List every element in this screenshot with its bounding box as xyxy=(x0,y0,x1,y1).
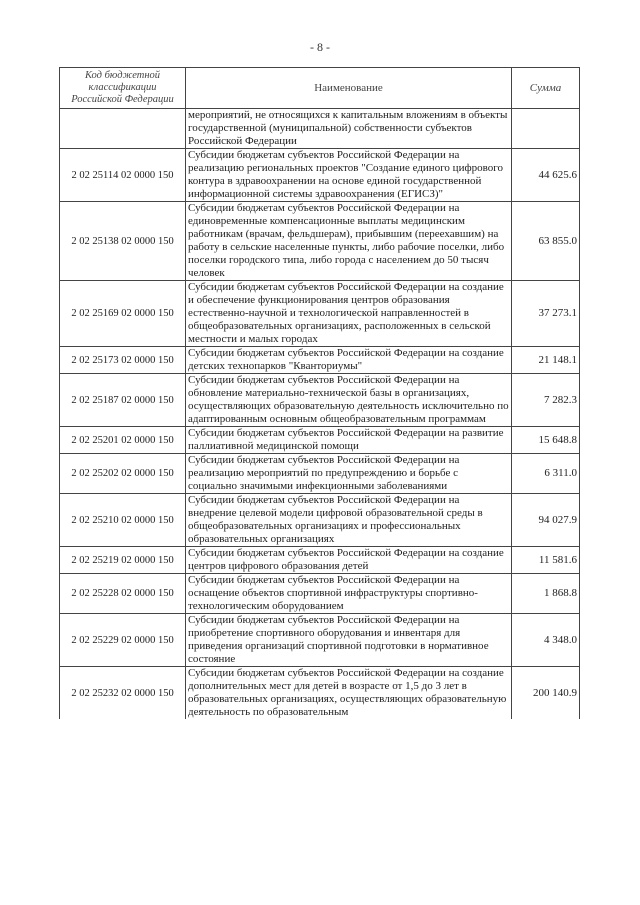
row-code: 2 02 25232 02 0000 150 xyxy=(60,667,186,720)
row-name: Субсидии бюджетам субъектов Российской Федерации на развитие паллиативной медицинской помощи xyxy=(186,427,512,454)
table-row xyxy=(60,281,580,347)
row-name: Субсидии бюджетам субъектов Российской Федерации на приобретение спортивного оборудования и инвентаря для приведения организаций спортивной подготовки в нормативное состояние xyxy=(186,614,512,667)
row-name xyxy=(186,667,512,720)
row-name-text: Субсидии бюджетам субъектов Российской Федерации на создание дополнительных мест для детей в возрасте от 1,5 до 3 лет в образовательных организациях, осуществляющих образовательную деятельность по образовательным xyxy=(188,667,507,718)
table-row xyxy=(60,149,580,202)
row-sum: 63 855.0 xyxy=(512,202,580,281)
table-row xyxy=(60,202,580,281)
row-name: мероприятий, не относящихся к капитальным вложениям в объекты государственной (муниципальной) собственности субъектов Российской Федерации xyxy=(186,109,512,149)
table-row xyxy=(60,454,580,494)
table-row xyxy=(60,614,580,667)
row-sum: 1 868.8 xyxy=(512,574,580,614)
row-code: 2 02 25228 02 0000 150 xyxy=(60,574,186,614)
budget-table xyxy=(59,67,580,719)
row-name: Субсидии бюджетам субъектов Российской Федерации на реализацию региональных проектов "Создание единого цифрового контура в здравоохранении на основе единой государственной информационной системы здравоохранения (ЕГИСЗ)" xyxy=(186,149,512,202)
row-name: Субсидии бюджетам субъектов Российской Федерации на создание детских технопарков "Кванториумы" xyxy=(186,347,512,374)
row-code: 2 02 25114 02 0000 150 xyxy=(60,149,186,202)
row-name: Субсидии бюджетам субъектов Российской Федерации на внедрение целевой модели цифровой образовательной среды в общеобразовательных организациях и профессиональных образовательных организациях xyxy=(186,494,512,547)
table-row xyxy=(60,494,580,547)
page-number: - 8 - xyxy=(310,40,330,54)
table-row xyxy=(60,374,580,427)
row-sum: 6 311.0 xyxy=(512,454,580,494)
header-sum: Сумма xyxy=(512,68,580,109)
row-sum: 21 148.1 xyxy=(512,347,580,374)
row-code: 2 02 25138 02 0000 150 xyxy=(60,202,186,281)
row-code: 2 02 25173 02 0000 150 xyxy=(60,347,186,374)
table-header-row xyxy=(60,68,580,109)
header-code: Код бюджетной классификации Российской Федерации xyxy=(60,68,186,109)
row-sum: 200 140.9 xyxy=(512,667,580,720)
row-code: 2 02 25201 02 0000 150 xyxy=(60,427,186,454)
row-code: 2 02 25219 02 0000 150 xyxy=(60,547,186,574)
row-code: 2 02 25169 02 0000 150 xyxy=(60,281,186,347)
table-row xyxy=(60,574,580,614)
row-name: Субсидии бюджетам субъектов Российской Федерации на реализацию мероприятий по предупреждению и борьбе с социально значимыми инфекционными заболеваниями xyxy=(186,454,512,494)
row-code: 2 02 25187 02 0000 150 xyxy=(60,374,186,427)
row-sum: 11 581.6 xyxy=(512,547,580,574)
table-row xyxy=(60,109,580,149)
row-name: Субсидии бюджетам субъектов Российской Федерации на оснащение объектов спортивной инфраструктуры спортивно-технологическим оборудованием xyxy=(186,574,512,614)
row-code: 2 02 25202 02 0000 150 xyxy=(60,454,186,494)
row-code xyxy=(60,109,186,149)
row-code: 2 02 25210 02 0000 150 xyxy=(60,494,186,547)
row-sum: 37 273.1 xyxy=(512,281,580,347)
row-sum: 44 625.6 xyxy=(512,149,580,202)
row-name: Субсидии бюджетам субъектов Российской Федерации на создание центров цифрового образования детей xyxy=(186,547,512,574)
table-row xyxy=(60,427,580,454)
table-row xyxy=(60,667,580,720)
row-name: Субсидии бюджетам субъектов Российской Федерации на создание и обеспечение функционирования центров образования естественно-научной и технологической направленностей в общеобразовательных организациях, расположенных в сельской местности и малых городах xyxy=(186,281,512,347)
row-sum: 94 027.9 xyxy=(512,494,580,547)
row-code: 2 02 25229 02 0000 150 xyxy=(60,614,186,667)
row-name: Субсидии бюджетам субъектов Российской Федерации на обновление материально-технической базы в организациях, осуществляющих образовательную деятельность исключительно по адаптированным основным общеобразовательным программам xyxy=(186,374,512,427)
header-name: Наименование xyxy=(186,68,512,109)
row-sum: 4 348.0 xyxy=(512,614,580,667)
row-sum: 15 648.8 xyxy=(512,427,580,454)
row-sum: 7 282.3 xyxy=(512,374,580,427)
row-sum xyxy=(512,109,580,149)
table-row xyxy=(60,347,580,374)
row-name: Субсидии бюджетам субъектов Российской Федерации на единовременные компенсационные выплаты медицинским работникам (врачам, фельдшерам), прибывшим (переехавшим) на работу в сельские населенные пункты, либо рабочие поселки, либо поселки городского типа, либо города с населением до 50 тысяч человек xyxy=(186,202,512,281)
table-row xyxy=(60,547,580,574)
